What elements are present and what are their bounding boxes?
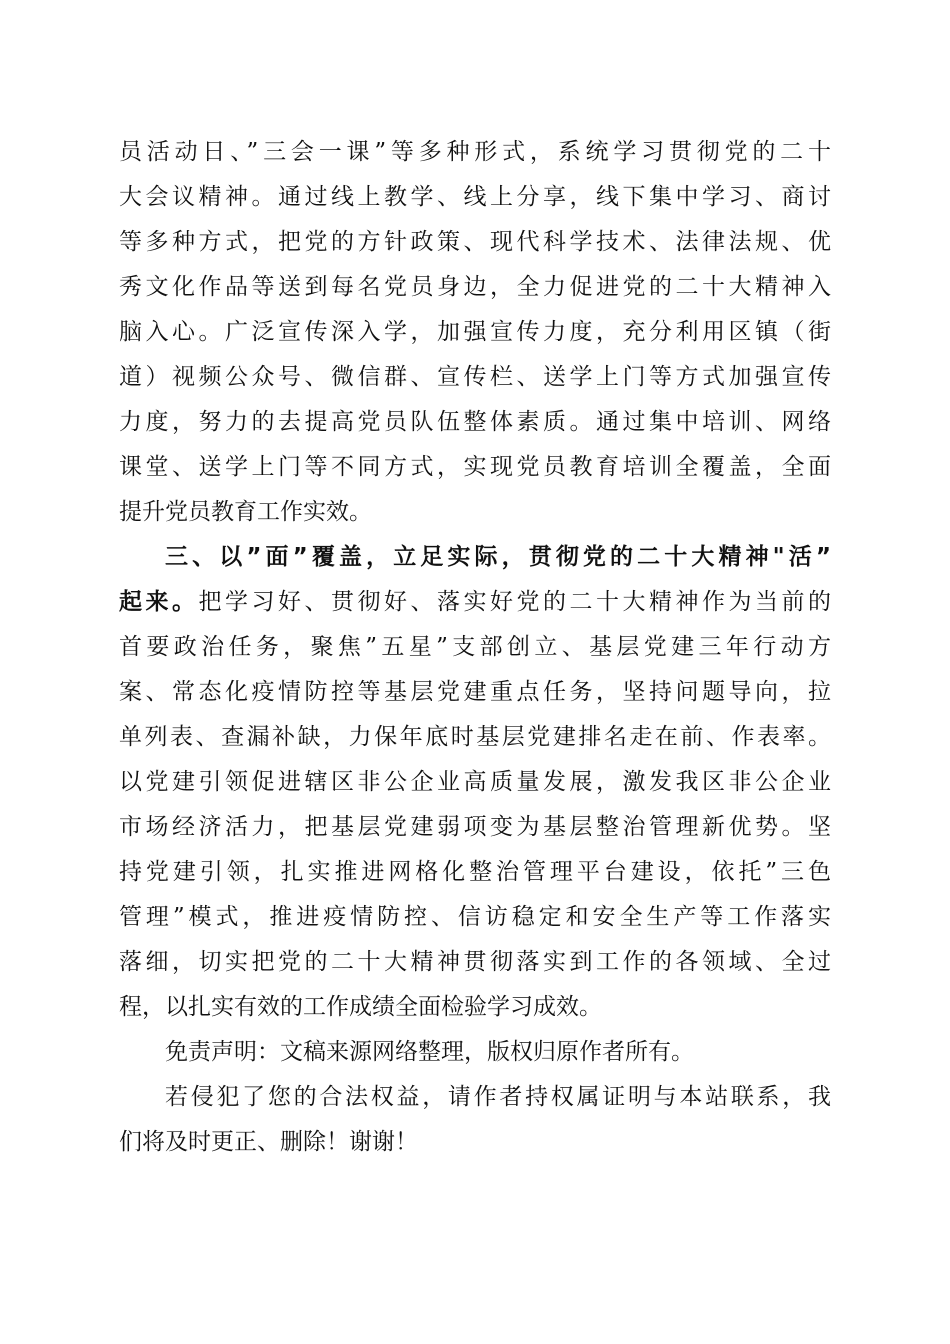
paragraph-line: 道）视频公众号、微信群、宣传栏、送学上门等方式加强宣传 — [119, 364, 831, 390]
paragraph-line: 课堂、送学上门等不同方式，实现党员教育培训全覆盖，全面 — [119, 454, 831, 480]
paragraph-text: 把学习好、贯彻好、落实好党的二十大精神作为当前的 — [198, 589, 831, 615]
paragraph-line: 以党建引领促进辖区非公企业高质量发展，激发我区非公企业 — [119, 769, 831, 795]
paragraph-line: 脑入心。广泛宣传深入学，加强宣传力度，充分利用区镇（街 — [119, 319, 831, 345]
paragraph-line: 单列表、查漏补缺，力保年底时基层党建排名走在前、作表率。 — [119, 724, 831, 750]
disclaimer-line: 免责声明：文稿来源网络整理，版权归原作者所有。 — [165, 1039, 694, 1065]
paragraph-line: 首要政治任务，聚焦”五星”支部创立、基层党建三年行动方 — [119, 634, 831, 660]
section-heading: 三、以”面”覆盖，立足实际，贯彻党的二十大精神"活” — [165, 544, 831, 570]
paragraph-line: 市场经济活力，把基层党建弱项变为基层整治管理新优势。坚 — [119, 814, 831, 840]
paragraph-line: 员活动日、”三会一课”等多种形式，系统学习贯彻党的二十 — [119, 139, 831, 165]
paragraph-line: 持党建引领，扎实推进网格化整治管理平台建设，依托”三色 — [119, 859, 831, 885]
paragraph-line: 程，以扎实有效的工作成绩全面检验学习成效。 — [119, 994, 602, 1020]
paragraph-line: 秀文化作品等送到每名党员身边，全力促进党的二十大精神入 — [119, 274, 831, 300]
paragraph-line: 案、常态化疫情防控等基层党建重点任务，坚持问题导向，拉 — [119, 679, 831, 705]
paragraph-line: 力度，努力的去提高党员队伍整体素质。通过集中培训、网络 — [119, 409, 831, 435]
paragraph-line — [119, 580, 831, 625]
paragraph-line: 提升党员教育工作实效。 — [119, 499, 372, 525]
paragraph-line: 落细，切实把党的二十大精神贯彻落实到工作的各领域、全过 — [119, 949, 831, 975]
paragraph-line: 管理”模式，推进疫情防控、信访稳定和安全生产等工作落实 — [119, 904, 831, 930]
document-body — [119, 130, 831, 1165]
section-heading-tail: 起来。 — [119, 589, 199, 615]
disclaimer-line: 们将及时更正、删除！谢谢！ — [119, 1129, 418, 1155]
disclaimer-line: 若侵犯了您的合法权益，请作者持权属证明与本站联系，我 — [165, 1084, 831, 1110]
paragraph-line: 等多种方式，把党的方针政策、现代科学技术、法律法规、优 — [119, 229, 831, 255]
paragraph-line: 大会议精神。通过线上教学、线上分享，线下集中学习、商讨 — [119, 184, 831, 210]
